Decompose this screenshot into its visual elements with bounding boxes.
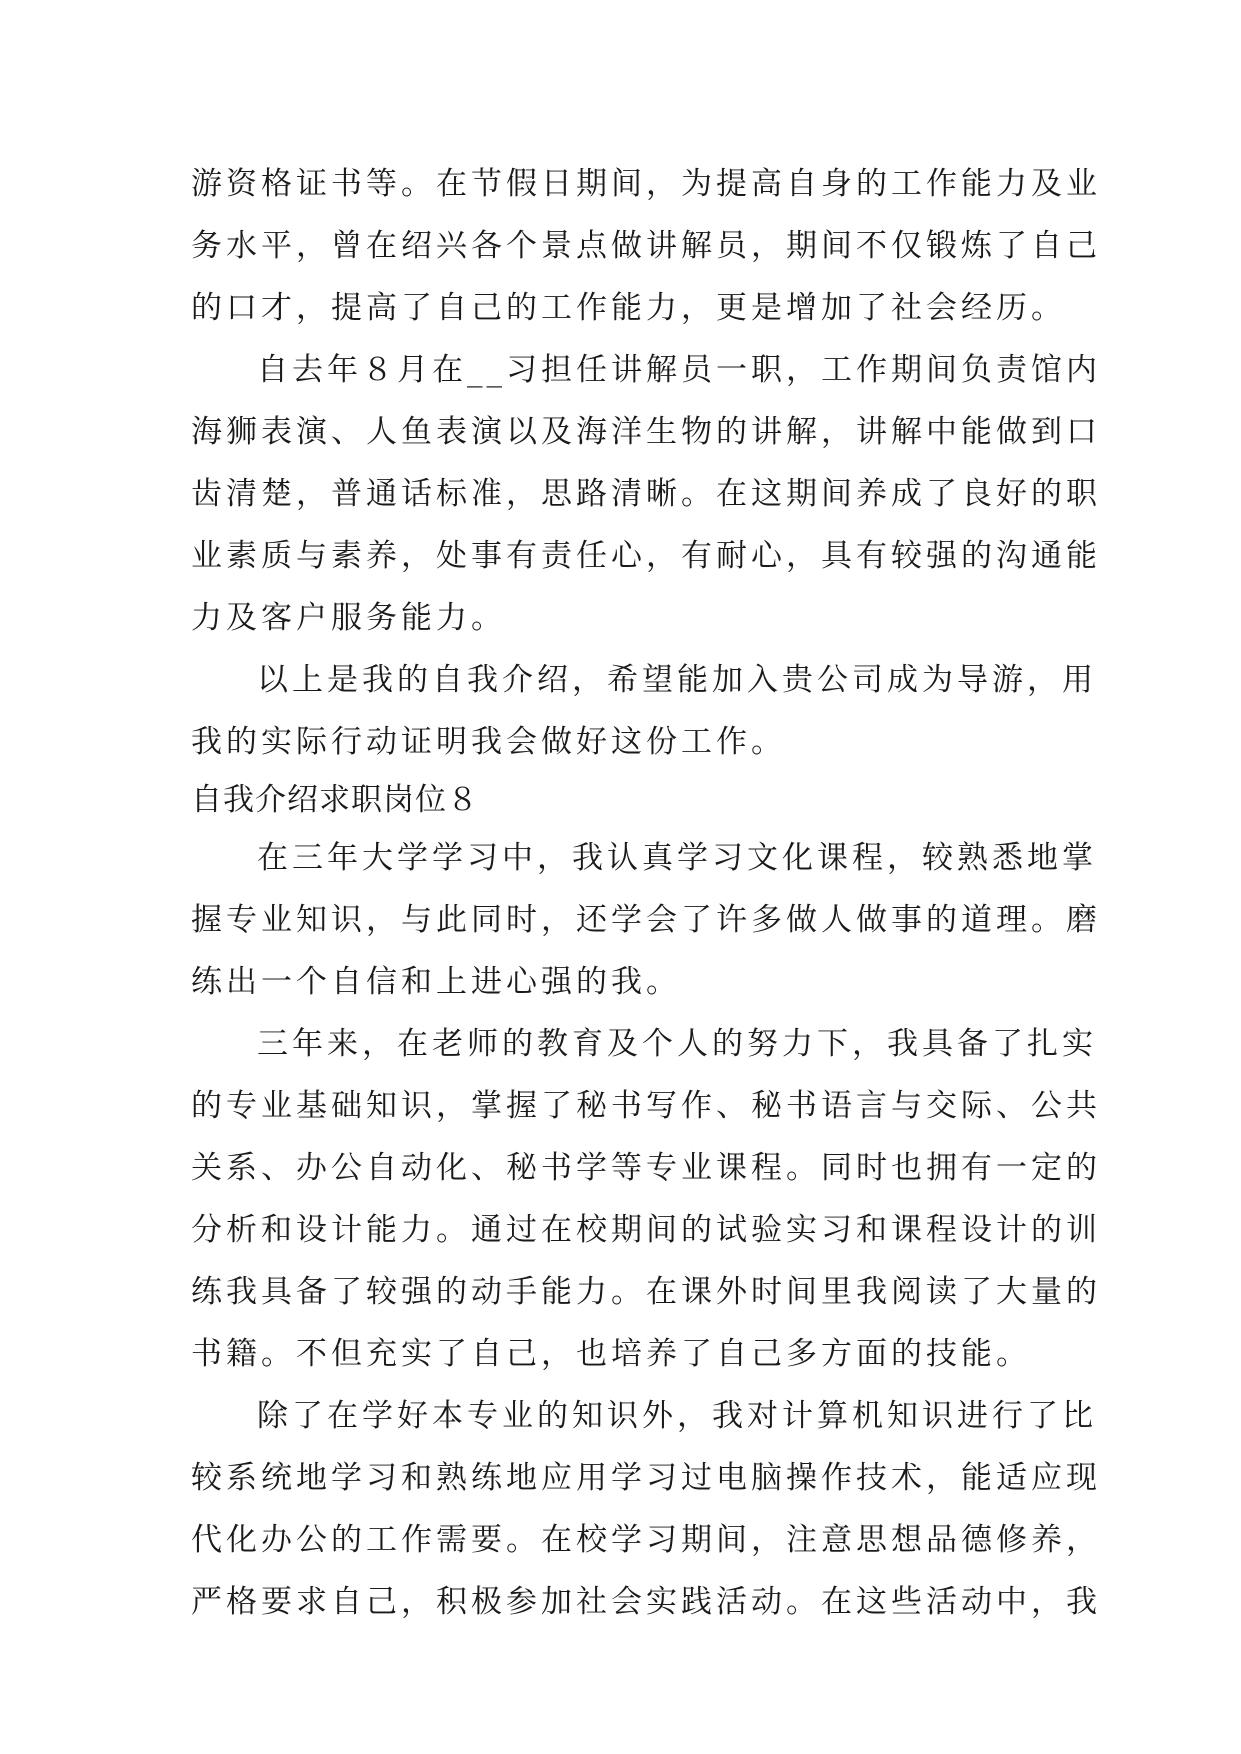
- paragraph: [191, 339, 1101, 649]
- text-line: 力及客户服务能力。: [191, 600, 506, 636]
- text-line: 自去年８月在__习担任讲解员一职，工作期间负责馆内: [257, 352, 1101, 388]
- text-line: 游资格证书等。在节假日期间，为提高自身的工作能力及业: [191, 166, 1101, 202]
- document-body: [191, 153, 1101, 1633]
- text-line: 在三年大学学习中，我认真学习文化课程，较熟悉地掌: [257, 840, 1097, 876]
- text-line: 的口才，提高了自己的工作能力，更是增加了社会经历。: [191, 290, 1066, 326]
- text-line: 代化办公的工作需要。在校学习期间，注意思想品德修养，: [191, 1522, 1101, 1558]
- text-line: 关系、办公自动化、秘书学等专业课程。同时也拥有一定的: [191, 1150, 1101, 1186]
- section-heading: 自我介绍求职岗位８: [191, 782, 479, 818]
- text-line: 分析和设计能力。通过在校期间的试验实习和课程设计的训: [191, 1212, 1101, 1248]
- text-line: 齿清楚，普通话标准，思路清晰。在这期间养成了良好的职: [191, 476, 1101, 512]
- text-line: 三年来，在老师的教育及个人的努力下，我具备了扎实: [257, 1026, 1097, 1062]
- text-line: 务水平，曾在绍兴各个景点做讲解员，期间不仅锻炼了自己: [191, 228, 1101, 264]
- text-line: 练出一个自信和上进心强的我。: [191, 964, 681, 1000]
- paragraph: [191, 827, 1101, 1013]
- paragraph: [191, 649, 1097, 773]
- text-line: 除了在学好本专业的知识外，我对计算机知识进行了比: [257, 1398, 1097, 1434]
- text-line: 海狮表演、人鱼表演以及海洋生物的讲解，讲解中能做到口: [191, 414, 1101, 450]
- text-line: 的专业基础知识，掌握了秘书写作、秘书语言与交际、公共: [191, 1088, 1101, 1124]
- text-line: 以上是我的自我介绍，希望能加入贵公司成为导游，用: [257, 662, 1097, 698]
- paragraph: [191, 1013, 1101, 1385]
- text-line: 严格要求自己，积极参加社会实践活动。在这些活动中，我: [191, 1584, 1101, 1620]
- text-line: 我的实际行动证明我会做好这份工作。: [191, 724, 786, 760]
- paragraph: [191, 1385, 1101, 1633]
- text-line: 练我具备了较强的动手能力。在课外时间里我阅读了大量的: [191, 1274, 1101, 1310]
- text-line: 书籍。不但充实了自己，也培养了自己多方面的技能。: [191, 1336, 1031, 1372]
- paragraph: [191, 153, 1101, 339]
- text-line: 较系统地学习和熟练地应用学习过电脑操作技术，能适应现: [191, 1460, 1101, 1496]
- text-line: 握专业知识，与此同时，还学会了许多做人做事的道理。磨: [191, 902, 1101, 938]
- text-line: 业素质与素养，处事有责任心，有耐心，具有较强的沟通能: [191, 538, 1101, 574]
